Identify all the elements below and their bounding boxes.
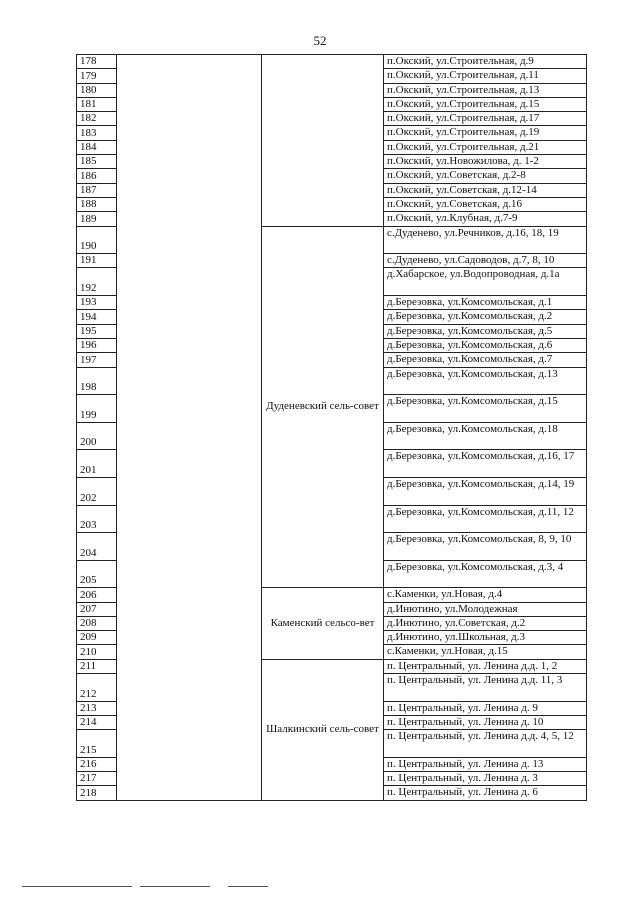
row-number: 197: [77, 353, 117, 367]
row-number: 207: [77, 602, 117, 616]
row-number: 190: [77, 226, 117, 254]
address-cell: п. Центральный, ул. Ленина д. 9: [384, 701, 587, 715]
row-number: 189: [77, 212, 117, 226]
row-number: 194: [77, 310, 117, 324]
address-cell: д.Березовка, ул.Комсомольская, д.15: [384, 395, 587, 423]
row-number: 204: [77, 533, 117, 561]
row-number: 218: [77, 786, 117, 800]
row-number: 193: [77, 296, 117, 310]
address-cell: п. Центральный, ул. Ленина д. 6: [384, 786, 587, 800]
address-cell: д.Инютино, ул.Молодежная: [384, 602, 587, 616]
row-number: 181: [77, 97, 117, 111]
address-cell: п. Центральный, ул. Ленина д.д. 1, 2: [384, 659, 587, 673]
row-number: 200: [77, 422, 117, 450]
address-cell: с.Каменки, ул.Новая, д.15: [384, 645, 587, 659]
address-cell: п. Центральный, ул. Ленина д. 3: [384, 772, 587, 786]
district-cell: Каменский сельсо-вет: [262, 588, 384, 659]
row-number: 183: [77, 126, 117, 140]
address-cell: п. Центральный, ул. Ленина д.д. 11, 3: [384, 674, 587, 702]
region-cell: [117, 55, 262, 801]
row-number: 217: [77, 772, 117, 786]
address-cell: д.Березовка, ул.Комсомольская, д.13: [384, 367, 587, 395]
row-number: 214: [77, 715, 117, 729]
address-cell: п.Окский, ул.Советская, д.2-8: [384, 169, 587, 183]
row-number: 213: [77, 701, 117, 715]
address-table-body: [77, 55, 587, 801]
address-cell: п.Окский, ул.Строительная, д.19: [384, 126, 587, 140]
row-number: 191: [77, 254, 117, 268]
row-number: 198: [77, 367, 117, 395]
row-number: 179: [77, 69, 117, 83]
row-number: 201: [77, 450, 117, 478]
row-number: 202: [77, 477, 117, 505]
row-number: 180: [77, 83, 117, 97]
address-cell: д.Березовка, ул.Комсомольская, д.2: [384, 310, 587, 324]
address-cell: д.Березовка, ул.Комсомольская, 8, 9, 10: [384, 533, 587, 561]
row-number: 182: [77, 112, 117, 126]
address-cell: д.Березовка, ул.Комсомольская, д.3, 4: [384, 560, 587, 588]
address-table: [76, 54, 587, 801]
row-number: 199: [77, 395, 117, 423]
row-number: 208: [77, 616, 117, 630]
district-cell: Шалкинский сель-совет: [262, 659, 384, 800]
row-number: 215: [77, 730, 117, 758]
address-cell: п.Окский, ул.Клубная, д.7-9: [384, 212, 587, 226]
row-number: 185: [77, 155, 117, 169]
row-number: 184: [77, 140, 117, 154]
address-cell: п.Окский, ул.Строительная, д.21: [384, 140, 587, 154]
address-cell: п. Центральный, ул. Ленина д. 13: [384, 757, 587, 771]
row-number: 186: [77, 169, 117, 183]
address-cell: с.Каменки, ул.Новая, д.4: [384, 588, 587, 602]
row-number: 187: [77, 183, 117, 197]
address-cell: д.Березовка, ул.Комсомольская, д.5: [384, 324, 587, 338]
district-cell: [262, 55, 384, 227]
address-cell: д.Инютино, ул.Школьная, д.3: [384, 631, 587, 645]
address-cell: д.Березовка, ул.Комсомольская, д.1: [384, 296, 587, 310]
address-cell: с.Дуденево, ул.Садоводов, д.7, 8, 10: [384, 254, 587, 268]
row-number: 196: [77, 338, 117, 352]
address-cell: д.Березовка, ул.Комсомольская, д.14, 19: [384, 477, 587, 505]
district-cell: Дуденевский сель-совет: [262, 226, 384, 588]
row-number: 195: [77, 324, 117, 338]
address-cell: д.Березовка, ул.Комсомольская, д.16, 17: [384, 450, 587, 478]
address-cell: п.Окский, ул.Советская, д.16: [384, 197, 587, 211]
address-cell: д.Хабарское, ул.Водопроводная, д.1а: [384, 268, 587, 296]
address-cell: д.Инютино, ул.Советская, д.2: [384, 616, 587, 630]
page-number: 52: [313, 33, 327, 48]
row-number: 205: [77, 560, 117, 588]
address-cell: с.Дуденево, ул.Речников, д.16, 18, 19: [384, 226, 587, 254]
address-cell: п.Окский, ул.Строительная, д.11: [384, 69, 587, 83]
address-cell: п.Окский, ул.Советская, д.12-14: [384, 183, 587, 197]
row-number: 211: [77, 659, 117, 673]
address-cell: д.Березовка, ул.Комсомольская, д.7: [384, 353, 587, 367]
address-cell: п.Окский, ул.Строительная, д.9: [384, 55, 587, 69]
address-cell: п.Окский, ул.Строительная, д.15: [384, 97, 587, 111]
row-number: 212: [77, 674, 117, 702]
row-number: 178: [77, 55, 117, 69]
row-number: 210: [77, 645, 117, 659]
footer-line: [22, 886, 132, 887]
footer-line: [228, 886, 268, 887]
row-number: 192: [77, 268, 117, 296]
address-cell: п.Окский, ул.Строительная, д.13: [384, 83, 587, 97]
row-number: 203: [77, 505, 117, 533]
address-cell: д.Березовка, ул.Комсомольская, д.6: [384, 338, 587, 352]
address-cell: д.Березовка, ул.Комсомольская, д.18: [384, 422, 587, 450]
footer-line: [140, 886, 210, 887]
row-number: 209: [77, 631, 117, 645]
address-cell: п. Центральный, ул. Ленина д. 10: [384, 715, 587, 729]
address-cell: п.Окский, ул.Строительная, д.17: [384, 112, 587, 126]
address-cell: д.Березовка, ул.Комсомольская, д.11, 12: [384, 505, 587, 533]
row-number: 206: [77, 588, 117, 602]
address-cell: п.Окский, ул.Новожилова, д. 1-2: [384, 155, 587, 169]
table-row: [77, 55, 587, 69]
row-number: 188: [77, 197, 117, 211]
address-cell: п. Центральный, ул. Ленина д.д. 4, 5, 12: [384, 730, 587, 758]
row-number: 216: [77, 757, 117, 771]
